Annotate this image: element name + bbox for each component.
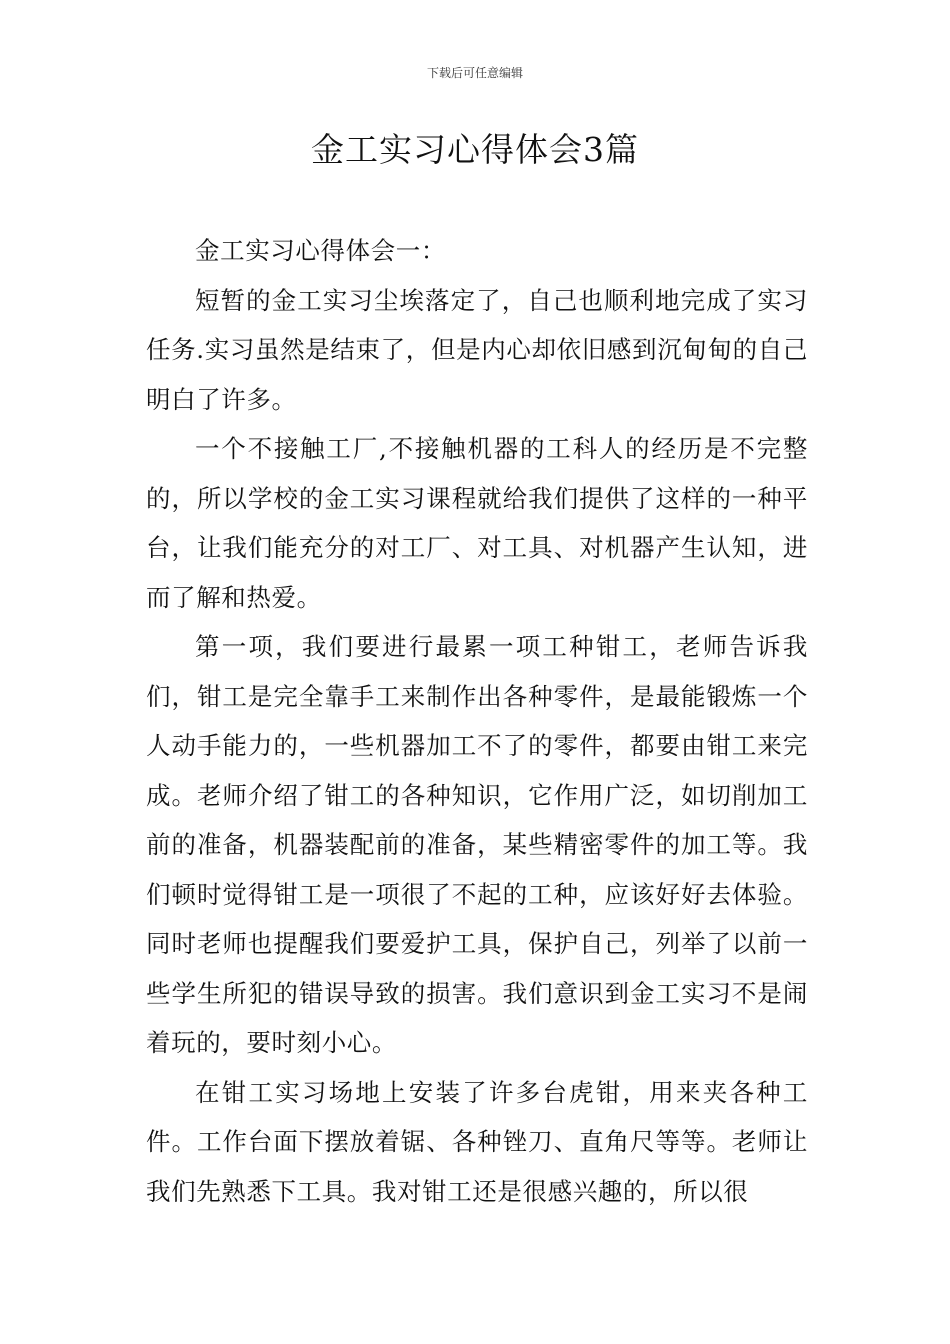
section-heading: 金工实习心得体会一： [195,236,446,265]
paragraph-2: 一个不接触工厂,不接触机器的工科人的经历是不完整的，所以学校的金工实习课程就给我们提供了这样的一种平台，让我们能充分的对工厂、对工具、对机器产生认知，进而了解和热爱。 [146,434,808,612]
document-body [146,226,808,1216]
paragraph-1: 短暂的金工实习尘埃落定了，自己也顺利地完成了实习任务.实习虽然是结束了，但是内心却依旧感到沉甸甸的自己明白了许多。 [146,285,808,414]
header-note: 下载后可任意编辑 [426,66,523,80]
paragraph-3: 第一项，我们要进行最累一项工种钳工，老师告诉我们，钳工是完全靠手工来制作出各种零件，是最能锻炼一个人动手能力的，一些机器加工不了的零件，都要由钳工来完成。老师介绍了钳工的各种知识，它作用广泛，如切削加工前的准备，机器装配前的准备，某些精密零件的加工等。我们顿时觉得钳工是一项很了不起的工种，应该好好去体验。同时老师也提醒我们要爱护工具，保护自己，列举了以前一些学生所犯的错误导致的损害。我们意识到金工实习不是闹着玩的，要时刻小心。 [146,632,808,1057]
paragraph-4: 在钳工实习场地上安装了许多台虎钳，用来夹各种工件。工作台面下摆放着锯、各种锉刀、直角尺等等。老师让我们先熟悉下工具。我对钳工还是很感兴趣的，所以很 [146,1077,808,1206]
document-title: 金工实习心得体会3篇 [311,130,639,169]
